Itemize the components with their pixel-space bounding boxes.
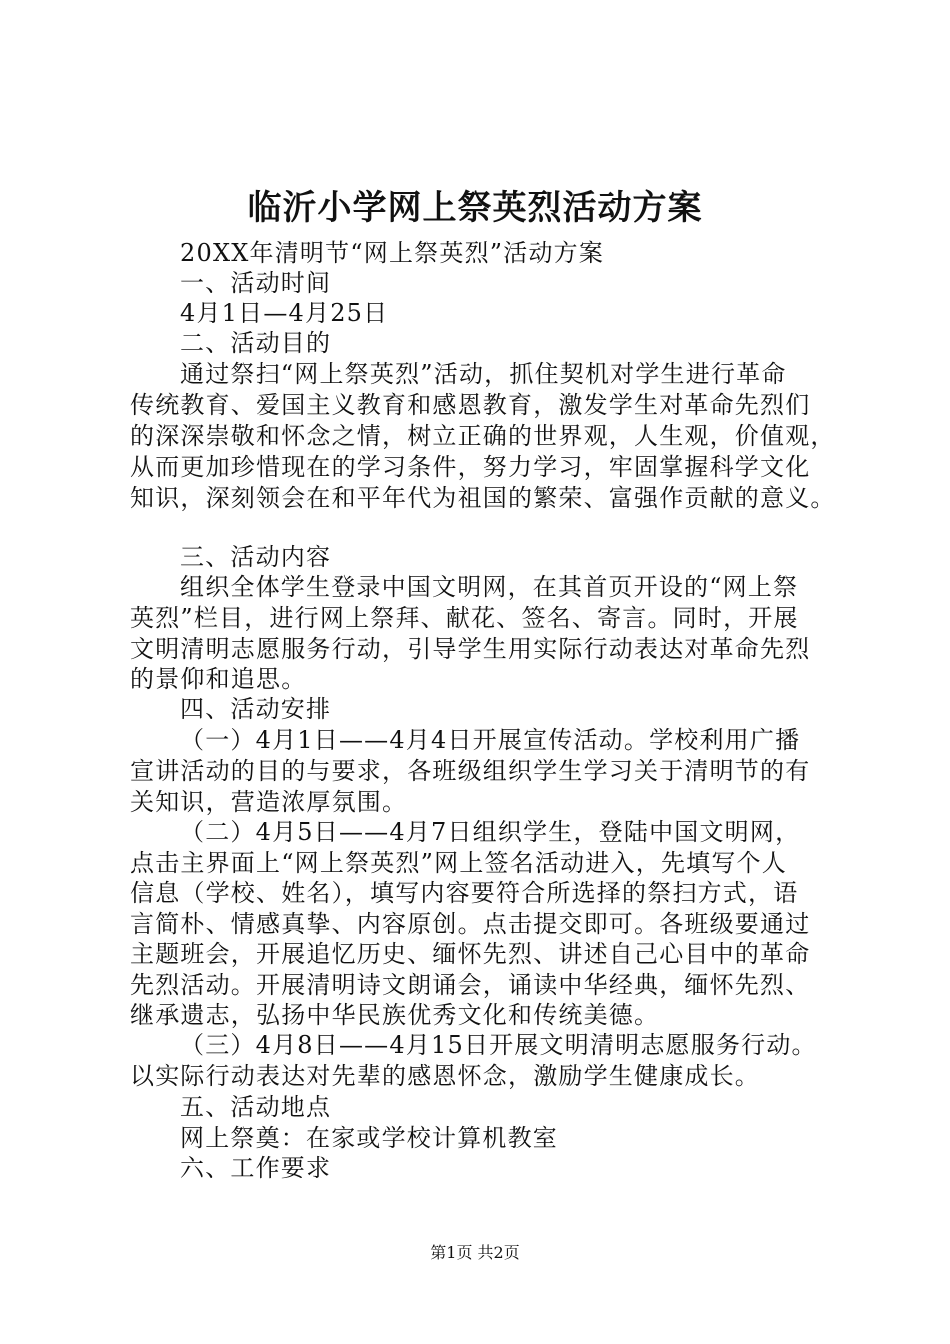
section-heading: 四、活动安排 [180, 695, 332, 723]
section-heading: 二、活动目的 [180, 329, 332, 357]
text-line: 信息（学校、姓名），填写内容要符合所选择的祭扫方式，语 [130, 879, 799, 907]
section-heading: 三、活动内容 [180, 543, 332, 571]
text-line: 传统教育、爱国主义教育和感恩教育，激发学生对革命先烈们 [130, 391, 811, 419]
section-heading: 六、工作要求 [180, 1154, 332, 1182]
text-line: （一）4月1日——4月4日开展宣传活动。学校利用广播 [180, 726, 801, 754]
page-title: 临沂小学网上祭英烈活动方案 [247, 188, 703, 228]
text-line: 英烈”栏目，进行网上祭拜、献花、签名、寄言。同时，开展 [130, 604, 799, 632]
page-number: 第1页 共2页 [430, 1243, 520, 1262]
text-line: 4月1日—4月25日 [180, 299, 389, 327]
text-line: 通过祭扫“网上祭英烈”活动，抓住契机对学生进行革命 [180, 360, 787, 388]
text-line: 文明清明志愿服务行动，引导学生用实际行动表达对革命先烈 [130, 635, 811, 663]
text-line: 以实际行动表达对先辈的感恩怀念，激励学生健康成长。 [130, 1062, 760, 1090]
text-line: 从而更加珍惜现在的学习条件，努力学习，牢固掌握科学文化 [130, 453, 811, 481]
text-line: 继承遗志，弘扬中华民族优秀文化和传统美德。 [130, 1001, 660, 1029]
section-heading: 五、活动地点 [180, 1093, 332, 1121]
text-line: （二）4月5日——4月7日组织学生，登陆中国文明网， [180, 818, 801, 846]
text-line: 主题班会，开展追忆历史、缅怀先烈、讲述自己心目中的革命 [130, 940, 811, 968]
text-line: 的景仰和追思。 [130, 665, 307, 693]
text-line: 关知识，营造浓厚氛围。 [130, 788, 408, 816]
text-line: 言简朴、情感真挚、内容原创。点击提交即可。各班级要通过 [130, 910, 811, 938]
doc-subtitle: 20XX年清明节“网上祭英烈”活动方案 [180, 239, 605, 267]
text-line: （三）4月8日——4月15日开展文明清明志愿服务行动。 [180, 1031, 817, 1059]
text-line: 宣讲活动的目的与要求，各班级组织学生学习关于清明节的有 [130, 757, 811, 785]
text-line: 网上祭奠：在家或学校计算机教室 [180, 1124, 558, 1152]
text-line: 点击主界面上“网上祭英烈”网上签名活动进入，先填写个人 [130, 849, 787, 877]
text-line: 知识，深刻领会在和平年代为祖国的繁荣、富强作贡献的意义。 [130, 484, 836, 512]
section-heading: 一、活动时间 [180, 269, 332, 297]
text-line: 先烈活动。开展清明诗文朗诵会，诵读中华经典，缅怀先烈、 [130, 971, 811, 999]
text-line: 组织全体学生登录中国文明网，在其首页开设的“网上祭 [180, 573, 799, 601]
text-line: 的深深崇敬和怀念之情，树立正确的世界观，人生观，价值观， [130, 422, 836, 450]
